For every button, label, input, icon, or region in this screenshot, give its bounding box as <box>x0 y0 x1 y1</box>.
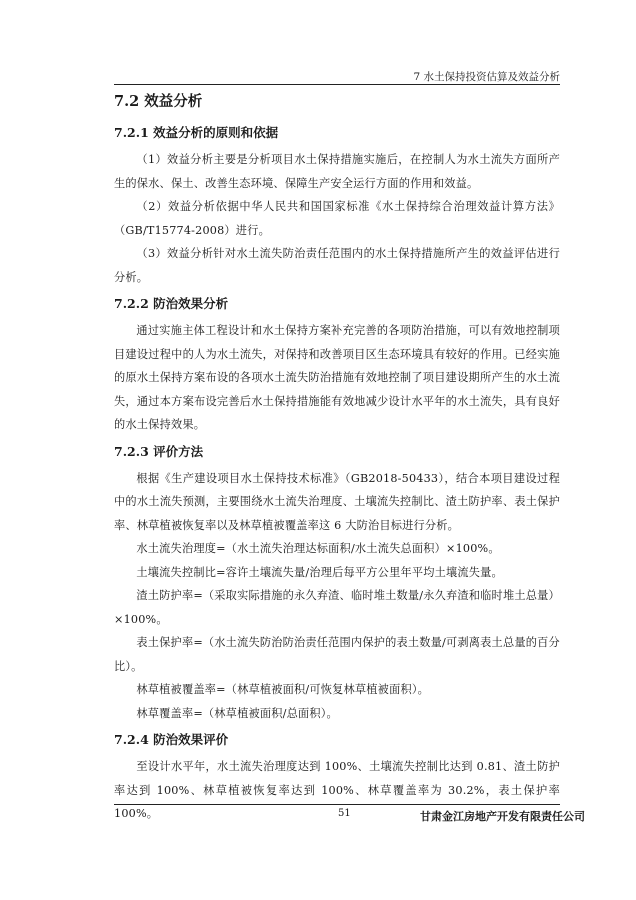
subsection-heading-723: 7.2.3 评价方法 <box>114 443 204 459</box>
company-name: 甘肃金江房地产开发有限责任公司 <box>420 810 585 823</box>
subsection-heading-724: 7.2.4 防治效果评价 <box>114 732 229 747</box>
formula-line: 渣土防护率=（采取实际措施的永久弃渣、临时堆土数量/永久弃渣和临时堆土总量）×100%。 <box>114 589 560 626</box>
formula-line: 土壤流失控制比=容许土壤流失量/治理后每平方公里年平均土壤流失量。 <box>136 565 503 579</box>
paragraph: （2）效益分析依据中华人民共和国国家标准《水土保持综合治理效益计算方法》（GB/T15774-2008）进行。 <box>114 200 560 237</box>
main-content <box>114 92 585 826</box>
formula-line: 水土流失治理度=（水土流失治理达标面积/水土流失总面积）×100%。 <box>136 542 500 555</box>
header-rule <box>114 84 560 85</box>
formula-line: 表土保护率=（水土流失防治防治责任范围内保护的表土数量/可剥离表土总量的百分比）。 <box>114 636 560 673</box>
paragraph: （1）效益分析主要是分析项目水土保持措施实施后，在控制人为水土流失方面所产生的保水、保土、改善生态环境、保障生产安全运行方面的作用和效益。 <box>114 153 560 190</box>
formula-line: 林草覆盖率=（林草植被面积/总面积）。 <box>136 706 338 720</box>
paragraph: 根据《生产建设项目水土保持技术标准》（GB2018-50433），结合本项目建设过程中的水土流失预测，主要围绕水土流失治理度、土壤流失控制比、渣土防护率、表土保护率、林草植被恢复率以及林草植被覆盖率这 6 大防治目标进行分析。 <box>114 471 560 532</box>
footer-rule <box>114 804 560 805</box>
formula-line: 林草植被覆盖率=（林草植被面积/可恢复林草植被面积）。 <box>136 683 430 696</box>
paragraph: （3）效益分析针对水土流失防治责任范围内的水土保持措施所产生的效益评估进行分析。 <box>114 247 560 284</box>
subsection-heading-722: 7.2.2 防治效果分析 <box>114 296 229 311</box>
subsection-heading-721: 7.2.1 效益分析的原则和依据 <box>114 125 279 140</box>
paragraph: 至设计水平年，水土流失治理度达到 100%、土壤流失控制比达到 0.81、渣土防护率达到 100%、林草植被恢复率达到 100%、林草覆盖率为 30.2%，表土保护率 100%。 <box>114 760 560 820</box>
section-heading: 7.2 效益分析 <box>114 93 203 110</box>
page-number: 51 <box>338 808 351 819</box>
running-header: 7 水土保持投资估算及效益分析 <box>413 71 560 83</box>
paragraph: 通过实施主体工程设计和水土保持方案补充完善的各项防治措施，可以有效地控制项目建设过程中的人为水土流失，对保持和改善项目区生态环境具有较好的作用。已经实施的原水土保持方案布设的各项水土流失防治措施有效地控制了项目建设期所产生的水土流失，通过本方案布设完善后水土保持措施能有效地减少设计水平年的水土流失，具有良好的水土保持效果。 <box>114 324 560 431</box>
